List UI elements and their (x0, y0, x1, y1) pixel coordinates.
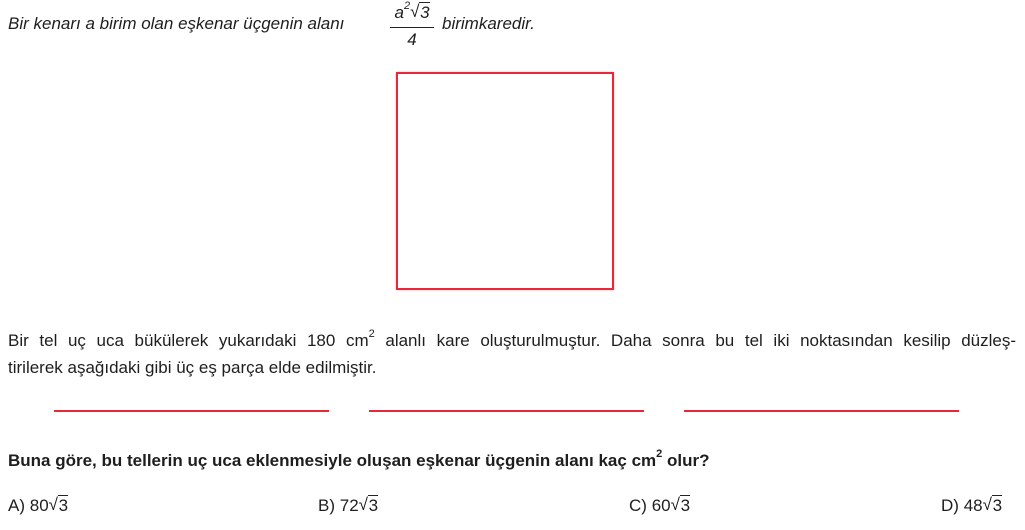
question-text (8, 448, 710, 471)
formula-denominator: 4 (407, 30, 417, 49)
option-root-value: 3 (680, 496, 691, 515)
formula-base: a (394, 3, 404, 22)
area-unit-exponent: 2 (368, 328, 375, 341)
info-text: Bir kenarı a birim olan eşkenar üçgenin alanı (8, 14, 345, 33)
option-root: √ 3 (670, 495, 691, 515)
option-root-value: 3 (368, 496, 379, 515)
option-coefficient: 72 (339, 496, 359, 515)
question-end: olur? (667, 451, 710, 470)
formula-root: √ 3 (410, 2, 430, 22)
wire-piece-1 (54, 410, 329, 412)
info-text-end: birimkaredir. (442, 14, 535, 33)
question-exponent: 2 (656, 448, 663, 461)
option-coefficient: 80 (29, 496, 49, 515)
problem-line-1-end: alanlı kare oluşturulmuştur. Daha sonra bu tel iki noktasından kesilip düzleş- (385, 331, 1016, 350)
option-root-value: 3 (992, 496, 1003, 515)
option-letter: B) (318, 496, 335, 515)
fraction-bar (390, 27, 434, 28)
problem-line-2: tirilerek aşağıdaki gibi üç eş parça elde edilmiştir. (8, 358, 377, 377)
option-letter: A) (8, 496, 25, 515)
option-letter: D) (941, 496, 959, 515)
option-root: √ 3 (982, 495, 1003, 515)
option-root: √ 3 (48, 495, 69, 515)
problem-paragraph (8, 327, 1016, 381)
problem-line-1-start: Bir tel uç uca bükülerek yukarıdaki 180 cm (8, 331, 369, 350)
formula-root-value: 3 (420, 3, 430, 22)
option-coefficient: 48 (963, 496, 983, 515)
square-figure (396, 72, 614, 290)
area-formula (386, 0, 438, 54)
formula-numerator (386, 0, 438, 23)
problem-line-1 (8, 327, 1016, 354)
option-root-value: 3 (58, 496, 69, 515)
formula-exponent: 2 (403, 0, 411, 13)
question-start: Buna göre, bu tellerin uç uca eklenmesiyle oluşan eşkenar üçgenin alanı kaç cm (8, 451, 657, 470)
option-c[interactable] (629, 496, 690, 516)
wire-piece-2 (369, 410, 644, 412)
option-root: √ 3 (358, 495, 379, 515)
option-a[interactable] (8, 496, 68, 516)
option-letter: C) (629, 496, 647, 515)
wire-piece-3 (684, 410, 959, 412)
option-d[interactable] (941, 496, 1002, 516)
option-coefficient: 60 (651, 496, 671, 515)
option-b[interactable] (318, 496, 378, 516)
